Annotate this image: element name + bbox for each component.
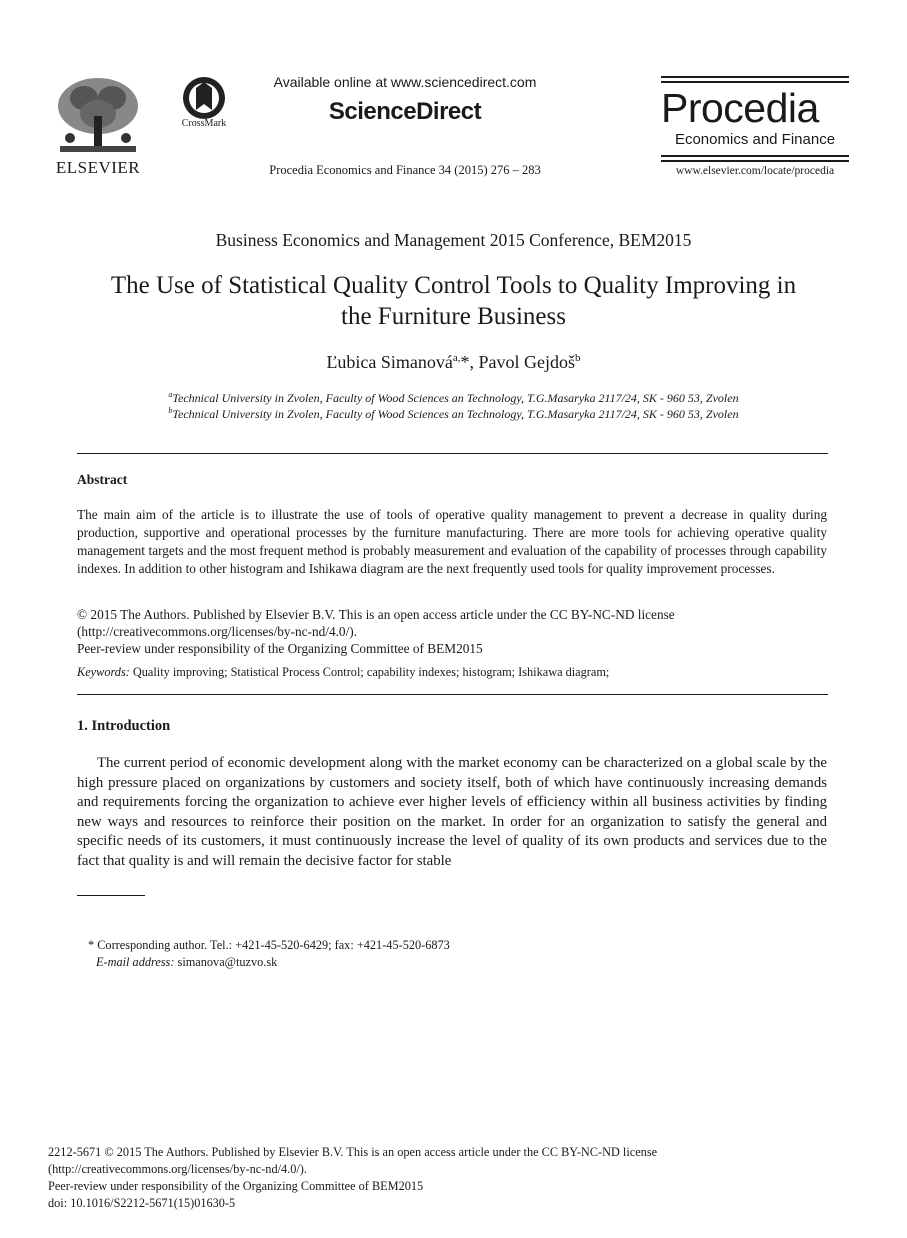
title-line-1: The Use of Statistical Quality Control Tools to Quality Improving in [110, 272, 797, 299]
author-2: Pavol Gejdoš [478, 352, 576, 372]
affiliation-b [0, 406, 907, 422]
conference-name: Business Economics and Management 2015 Conference, BEM2015 [215, 230, 692, 250]
introduction-heading: 1. Introduction [77, 718, 171, 734]
email-line [96, 954, 277, 971]
paper-title [60, 270, 847, 332]
affiliation-a [0, 390, 907, 406]
keywords-list: Quality improving; Statistical Process Control; capability indexes; histogram; Ishikawa diagram; [129, 665, 610, 679]
procedia-title: Procedia [661, 85, 819, 131]
copyright-line-1: © 2015 The Authors. Published by Elsevier B.V. This is an open access article under the CC BY-NC-ND license [77, 607, 675, 622]
affiliation-b-mark: b [168, 406, 173, 415]
affiliation-a-mark: a [168, 390, 173, 399]
elsevier-wordmark: ELSEVIER [55, 158, 141, 177]
title-line-2: the Furniture Business [341, 303, 566, 330]
doi[interactable]: doi: 10.1016/S2212-5671(15)01630-5 [48, 1196, 236, 1210]
keywords-label: Keywords: [77, 665, 130, 679]
bottom-peer-review: Peer-review under responsibility of the Organizing Committee of BEM2015 [48, 1179, 424, 1193]
abstract-text: The main aim of the article is to illustrate the use of tools of operative quality management to prevent a decrease in quality during production, supportive and operational processes by the furniture manufacturing. There are more tools for achieving operative quality management targets and the most frequent method is probably measurement and evaluation of the capability of processes through capability indexes. In addition to other histogram and Ishikawa diagram are the next frequently used tools for quality improvement processes. [77, 507, 827, 576]
author-separator: , [469, 352, 479, 372]
introduction-text: The current period of economic development along with the market economy can be characterized on a global scale by the high pressure placed on organizations by customers and society itself, both of which have continuously increasing demands and requirements forcing the organization to achieve ever higher levels of efficiency within all business activities by finding new ways and resources to reinforce their position on the market. In order for an organization to satisfy the general and specific needs of its customers, it must continuously increase the level of quality of its own products and services due to the fact that quality is and will remain the decisive factor for stable [77, 755, 827, 869]
divider-bottom [77, 694, 828, 695]
corresponding-mark: * [460, 352, 470, 372]
bottom-license-link[interactable]: (http://creativecommons.org/licenses/by-nc-nd/4.0/). [48, 1162, 307, 1176]
email-label: E-mail address: [96, 955, 175, 969]
email-address[interactable]: simanova@tuzvo.sk [174, 955, 278, 969]
available-online: Available online at www.sciencedirect.com [273, 74, 537, 90]
keywords [77, 664, 827, 681]
sciencedirect-logo: ScienceDirect [328, 98, 482, 125]
peer-review: Peer-review under responsibility of the Organizing Committee of BEM2015 [77, 641, 483, 656]
procedia-url[interactable]: www.elsevier.com/locate/procedia [675, 165, 835, 177]
copyright-notice [77, 606, 827, 657]
issn-copyright: 2212-5671 © 2015 The Authors. Published by Elsevier B.V. This is an open access article under the CC BY-NC-ND license [48, 1145, 658, 1159]
author-1: Ľubica Simanová [326, 352, 453, 372]
author-1-affil: a, [452, 352, 461, 364]
corresponding-author: * Corresponding author. Tel.: +421-45-520-6429; fax: +421-45-520-6873 [88, 938, 450, 952]
license-link[interactable]: (http://creativecommons.org/licenses/by-nc-nd/4.0/). [77, 624, 358, 639]
procedia-subtitle: Economics and Finance [674, 131, 836, 148]
affiliation-a-text: Technical University in Zvolen, Faculty of Wood Sciences an Technology, T.G.Masaryka 2117/24, SK - 960 53, Zvolen [172, 391, 739, 405]
bottom-license [48, 1144, 808, 1212]
divider-top [77, 453, 828, 454]
procedia-logo [661, 76, 849, 177]
journal-reference: Procedia Economics and Finance 34 (2015) 276 – 283 [269, 163, 541, 177]
crossmark-label: CrossMark [181, 118, 227, 129]
abstract-heading: Abstract [77, 472, 128, 487]
author-2-affil: b [575, 352, 581, 364]
footnote-divider [77, 895, 145, 896]
affiliation-b-text: Technical University in Zvolen, Faculty of Wood Sciences an Technology, T.G.Masaryka 2117/24, SK - 960 53, Zvolen [172, 407, 739, 421]
authors [0, 352, 907, 373]
